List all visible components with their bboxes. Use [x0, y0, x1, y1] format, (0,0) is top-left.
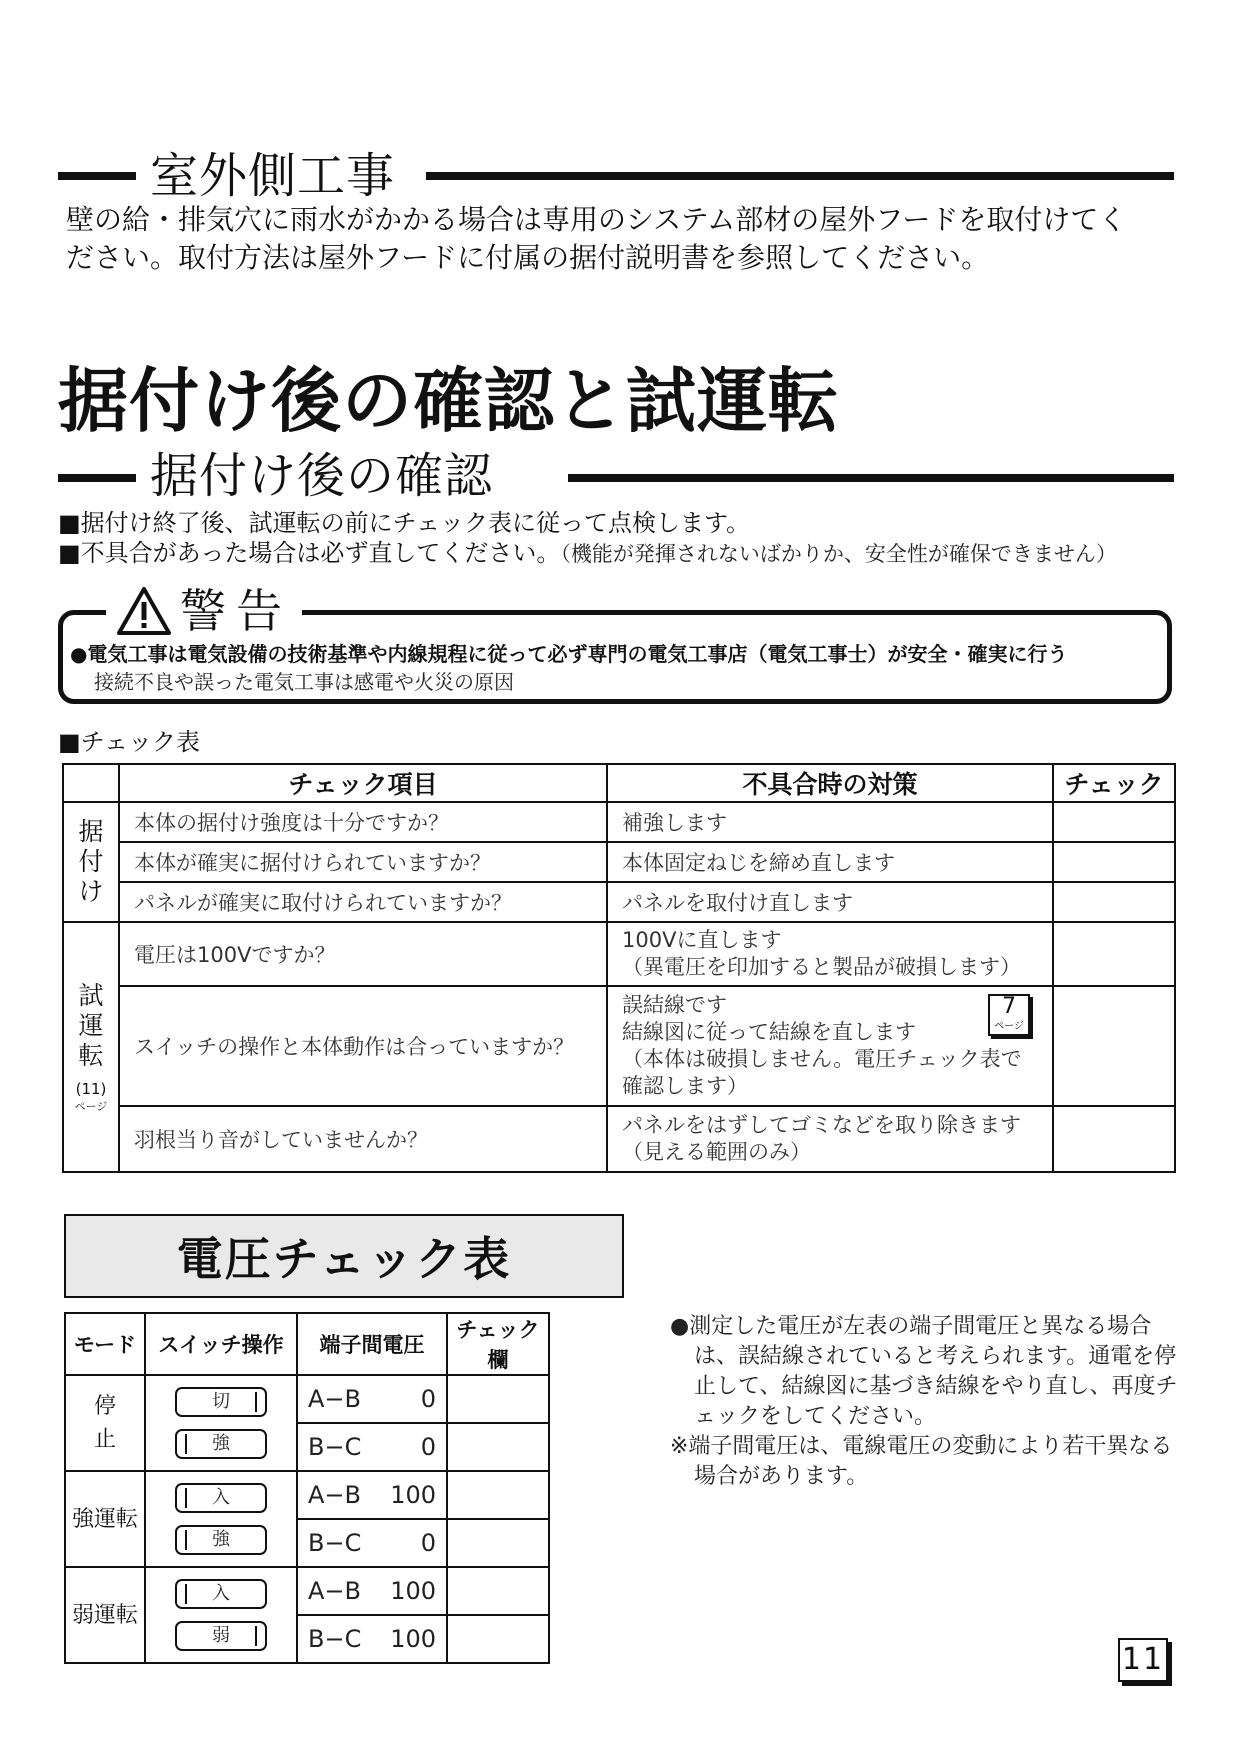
check-cell[interactable]	[447, 1519, 549, 1567]
switch-button: 切	[175, 1387, 267, 1417]
terminal-voltage: B−C 0	[297, 1519, 447, 1567]
table-row	[65, 1375, 549, 1423]
page-title: 据付け後の確認と試運転	[58, 360, 839, 442]
header-mode: モード	[65, 1313, 145, 1375]
warning-triangle-icon	[116, 586, 172, 636]
switch-operation	[145, 1471, 297, 1567]
group-install-label: 据 付 け	[78, 817, 104, 906]
voltage-notes	[670, 1312, 1180, 1492]
outdoor-heading: 室外側工事	[150, 148, 396, 204]
check-fix: 補強します	[607, 802, 1053, 842]
terminal-voltage: A−B 100	[297, 1471, 447, 1519]
header-switch: スイッチ操作	[145, 1313, 297, 1375]
check-cell[interactable]	[1053, 842, 1175, 882]
check-item: 羽根当り音がしていませんか？	[119, 1106, 607, 1172]
check-table	[62, 763, 1176, 1173]
check-item: スイッチの操作と本体動作は合っていますか？	[119, 986, 607, 1106]
check-cell[interactable]	[447, 1423, 549, 1471]
table-row	[65, 1471, 549, 1519]
switch-button: 強	[175, 1429, 267, 1459]
terminal-voltage: A−B 0	[297, 1375, 447, 1423]
header-fix: 不具合時の対策	[607, 764, 1053, 802]
check-cell[interactable]	[1053, 922, 1175, 986]
outdoor-body-line1: 壁の給・排気穴に雨水がかかる場合は専用のシステム部材の屋外フードを取付けてく	[66, 203, 1127, 236]
heading-rule-left	[58, 172, 136, 180]
terminal-voltage: B−C 100	[297, 1615, 447, 1663]
check-table-label: ■チェック表	[58, 728, 200, 756]
warning-line-1: ●電気工事は電気設備の技術基準や内線規程に従って必ず専門の電気工事店（電気工事士）が安全・確実に行う	[70, 642, 1068, 666]
table-row	[63, 882, 1175, 922]
check-item: パネルが確実に取付けられていますか？	[119, 882, 607, 922]
mode-strong: 強運転	[65, 1471, 145, 1567]
warning-title-text: 警告	[180, 584, 292, 638]
check-fix: パネルを取付け直します	[607, 882, 1053, 922]
terminal-voltage: A−B 100	[297, 1567, 447, 1615]
header-check: チェック	[1053, 764, 1175, 802]
heading-rule-right	[568, 474, 1174, 482]
voltage-table-header	[65, 1313, 549, 1375]
check-cell[interactable]	[447, 1567, 549, 1615]
check-cell[interactable]	[447, 1471, 549, 1519]
check-cell[interactable]	[1053, 882, 1175, 922]
voltage-note-2: ※端子間電圧は、電線電圧の変動により若干異なる場合があります。	[670, 1434, 1173, 1489]
header-terminal-voltage: 端子間電圧	[297, 1313, 447, 1375]
switch-button: 入	[175, 1483, 267, 1513]
check-cell[interactable]	[1053, 1106, 1175, 1172]
confirm-bullet-1: ■据付け終了後、試運転の前にチェック表に従って点検します。	[58, 509, 751, 537]
table-row	[63, 842, 1175, 882]
voltage-check-title: 電圧チェック表	[64, 1214, 624, 1298]
switch-operation	[145, 1567, 297, 1663]
check-cell[interactable]	[447, 1615, 549, 1663]
group-test-run-page-ref: (11) ページ	[74, 1079, 108, 1113]
table-row	[63, 986, 1175, 1106]
check-item: 電圧は100Vですか？	[119, 922, 607, 986]
check-fix: 本体固定ねじを締め直します	[607, 842, 1053, 882]
check-cell[interactable]	[1053, 802, 1175, 842]
group-test-run-label: 試 運 転	[78, 980, 104, 1070]
warning-line-2: 接続不良や誤った電気工事は感電や火災の原因	[94, 670, 514, 694]
check-cell[interactable]	[1053, 986, 1175, 1106]
check-fix: パネルをはずしてゴミなどを取り除きます （見える範囲のみ）	[607, 1106, 1053, 1172]
check-item: 本体が確実に据付けられていますか？	[119, 842, 607, 882]
voltage-check-table	[64, 1312, 550, 1664]
terminal-voltage: B−C 0	[297, 1423, 447, 1471]
check-fix: 100Vに直します （異電圧を印加すると製品が破損します）	[607, 922, 1053, 986]
check-table-header	[63, 764, 1175, 802]
mode-stop: 停 止	[65, 1375, 145, 1471]
table-row	[63, 1106, 1175, 1172]
group-install	[63, 802, 119, 922]
outdoor-body-line2: ださい。取付方法は屋外フードに付属の据付説明書を参照してください。	[66, 241, 990, 274]
switch-button: 入	[175, 1579, 267, 1609]
heading-rule-right	[426, 172, 1174, 180]
voltage-note-1: ●測定した電圧が左表の端子間電圧と異なる場合は、誤結線されていると考えられます。通電を停止して、結線図に基づき結線をやり直し、再度チェックをしてください。	[670, 1314, 1178, 1429]
switch-button: 強	[175, 1525, 267, 1555]
table-row	[65, 1567, 549, 1615]
switch-button: 弱	[175, 1621, 267, 1651]
check-fix: 7 ページ 誤結線です 結線図に従って結線を直します （本体は破損しません。電圧チェック表で 確認します）	[607, 986, 1053, 1106]
table-row	[63, 802, 1175, 842]
heading-rule-left	[58, 474, 136, 482]
mode-weak: 弱運転	[65, 1567, 145, 1663]
page-reference-icon[interactable]: 7 ページ	[988, 994, 1030, 1036]
check-cell[interactable]	[447, 1375, 549, 1423]
header-check-column: チェック欄	[447, 1313, 549, 1375]
confirm-heading: 据付け後の確認	[150, 448, 494, 504]
header-blank	[63, 764, 119, 802]
group-test-run	[63, 922, 119, 1172]
check-item: 本体の据付け強度は十分ですか？	[119, 802, 607, 842]
header-item: チェック項目	[119, 764, 607, 802]
page-number: 11	[1118, 1638, 1168, 1682]
switch-operation	[145, 1375, 297, 1471]
warning-title	[106, 584, 302, 638]
table-row	[63, 922, 1175, 986]
confirm-bullet-2: ■不具合があった場合は必ず直してください。（機能が発揮されないばかりか、安全性が確保できません）	[58, 539, 1117, 567]
